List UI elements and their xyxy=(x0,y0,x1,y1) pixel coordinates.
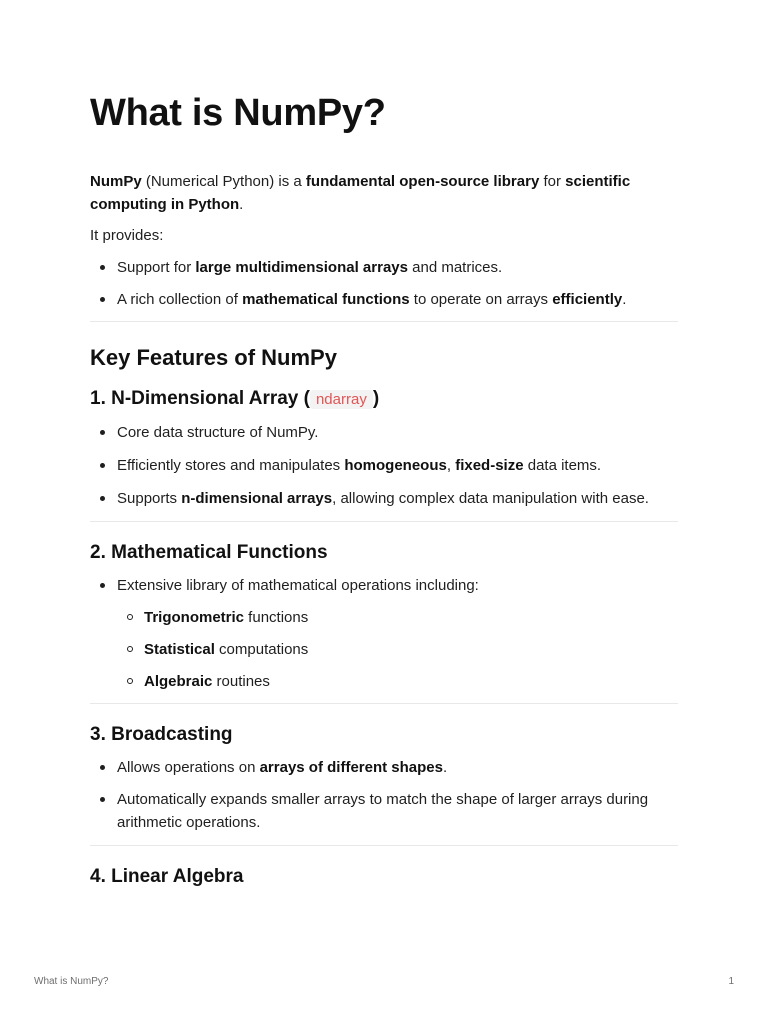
list-item: Efficiently stores and manipulates homogeneous, fixed-size data items. xyxy=(90,454,678,477)
footer-page-number: 1 xyxy=(728,976,734,987)
page-title: What is NumPy? xyxy=(90,92,386,134)
section-2-sublist xyxy=(90,606,678,693)
list-item: Extensive library of mathematical operations including: xyxy=(90,574,678,597)
section-1-list xyxy=(90,421,678,510)
ndarray-code: ndarray xyxy=(310,390,373,409)
section-4-heading: 4. Linear Algebra xyxy=(90,866,244,887)
provides-list xyxy=(90,256,678,311)
list-item: A rich collection of mathematical functions to operate on arrays efficiently. xyxy=(90,288,678,311)
section-1-heading: 1. N-Dimensional Array ( ndarray ) xyxy=(90,388,380,409)
list-item: Supports n-dimensional arrays, allowing complex data manipulation with ease. xyxy=(90,487,678,510)
list-item: Automatically expands smaller arrays to match the shape of larger arrays during arithmetic operations. xyxy=(90,788,678,834)
list-item: Core data structure of NumPy. xyxy=(90,421,678,444)
divider xyxy=(90,521,678,522)
document-content xyxy=(90,170,678,890)
section-3-heading: 3. Broadcasting xyxy=(90,724,233,745)
list-item: Trigonometric functions xyxy=(90,606,678,629)
list-item: Support for large multidimensional arrays and matrices. xyxy=(90,256,678,279)
divider xyxy=(90,845,678,846)
list-item: Statistical computations xyxy=(90,638,678,661)
section-2-list xyxy=(90,574,678,597)
intro-paragraph: NumPy (Numerical Python) is a fundamental open-source library for scientific computing in Python. xyxy=(90,173,631,213)
list-item: Allows operations on arrays of different shapes. xyxy=(90,756,678,779)
divider xyxy=(90,703,678,704)
provides-label: It provides: xyxy=(90,227,164,244)
section-3-list xyxy=(90,756,678,834)
footer-doc-title: What is NumPy? xyxy=(34,976,109,987)
list-item: Algebraic routines xyxy=(90,670,678,693)
key-features-heading: Key Features of NumPy xyxy=(90,345,337,370)
divider xyxy=(90,321,678,322)
section-2-heading: 2. Mathematical Functions xyxy=(90,542,328,563)
